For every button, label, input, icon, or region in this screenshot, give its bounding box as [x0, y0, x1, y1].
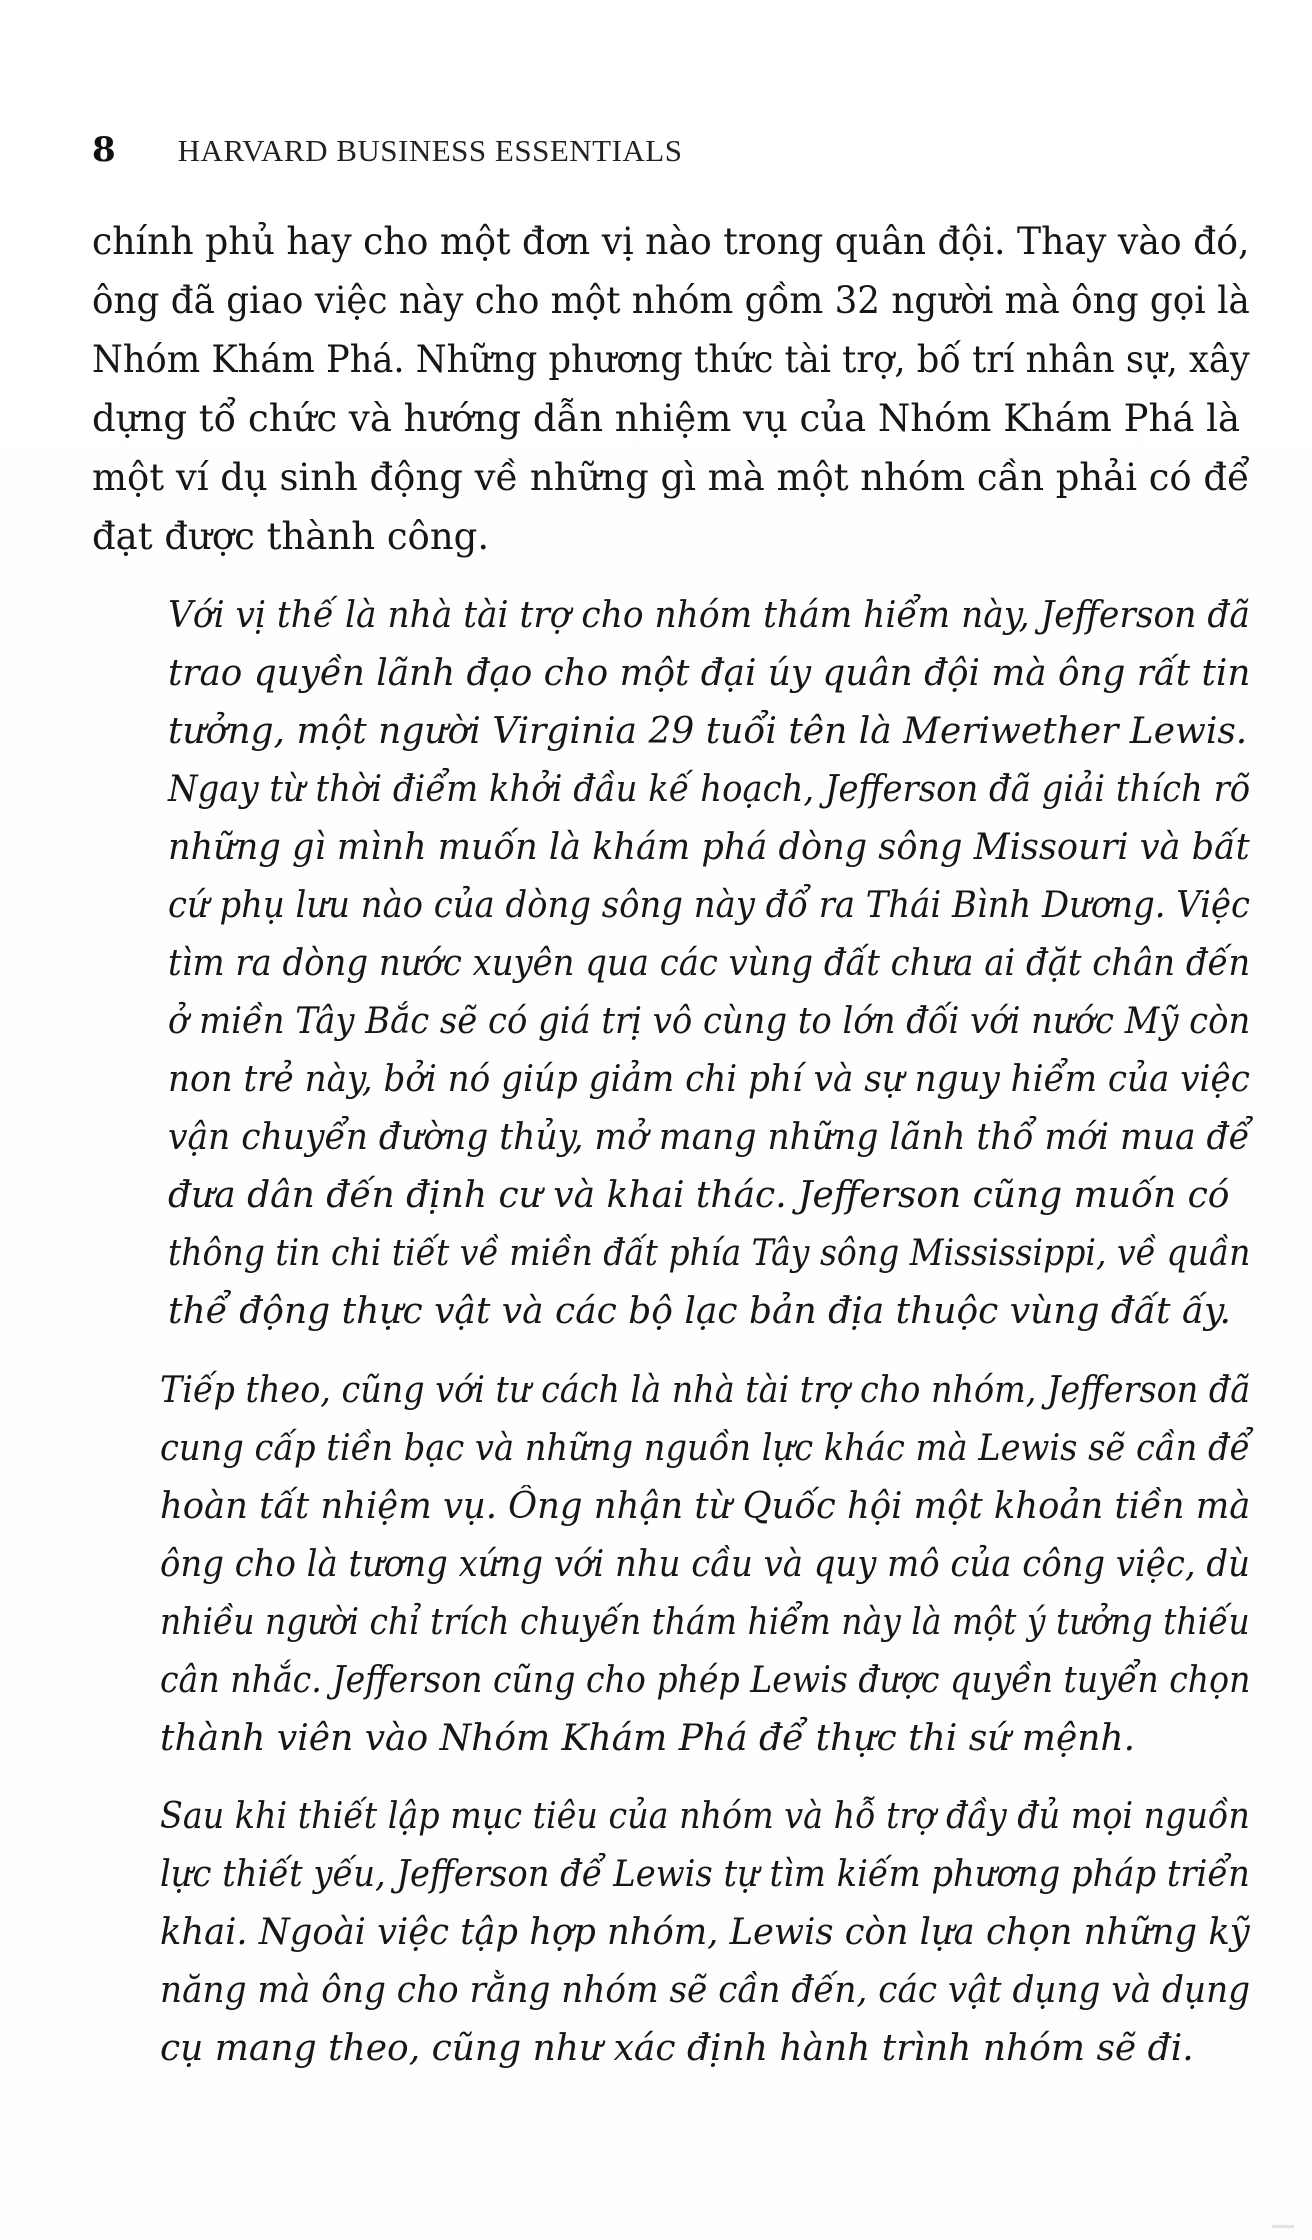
text-line: Tiếp theo, cũng với tư cách là nhà tài trợ cho nhóm, Jefferson đã [160, 1370, 1251, 1411]
text-line: đưa dân đến định cư và khai thác. Jefferson cũng muốn có [168, 1175, 1230, 1216]
text-line: những gì mình muốn là khám phá dòng sông Missouri và bất [168, 827, 1250, 868]
text-line: Nhóm Khám Phá. Những phương thức tài trợ, bố trí nhân sự, xây [92, 338, 1250, 381]
text-line: năng mà ông cho rằng nhóm sẽ cần đến, các vật dụng và dụng [160, 1970, 1251, 2011]
text-line: tìm ra dòng nước xuyên qua các vùng đất chưa ai đặt chân đến [168, 943, 1251, 984]
text-line: ông cho là tương xứng với nhu cầu và quy mô của công việc, dù [160, 1544, 1250, 1585]
text-line: một ví dụ sinh động về những gì mà một nhóm cần phải có để [92, 456, 1250, 499]
running-head: HARVARD BUSINESS ESSENTIALS [177, 133, 683, 168]
page-header [92, 130, 682, 170]
text-line: thành viên vào Nhóm Khám Phá để thực thi sứ mệnh. [160, 1718, 1136, 1759]
text-line: cân nhắc. Jefferson cũng cho phép Lewis được quyền tuyển chọn [160, 1660, 1251, 1701]
text-line: non trẻ này, bởi nó giúp giảm chi phí và sự nguy hiểm của việc [168, 1059, 1250, 1100]
text-line: Sau khi thiết lập mục tiêu của nhóm và hỗ trợ đầy đủ mọi nguồn [160, 1796, 1250, 1837]
text-line: hoàn tất nhiệm vụ. Ông nhận từ Quốc hội một khoản tiền mà [160, 1486, 1251, 1527]
text-line: ở miền Tây Bắc sẽ có giá trị vô cùng to lớn đối với nước Mỹ còn [168, 1001, 1251, 1042]
text-line: khai. Ngoài việc tập hợp nhóm, Lewis còn lựa chọn những kỹ [160, 1912, 1250, 1953]
text-line: nhiều người chỉ trích chuyến thám hiểm này là một ý tưởng thiếu [160, 1602, 1250, 1643]
text-line: chính phủ hay cho một đơn vị nào trong quân đội. Thay vào đó, [92, 220, 1250, 263]
text-line: vận chuyển đường thủy, mở mang những lãnh thổ mới mua để [168, 1117, 1250, 1158]
page-number: 8 [92, 130, 116, 170]
text-line: Với vị thế là nhà tài trợ cho nhóm thám hiểm này, Jefferson đã [168, 595, 1250, 636]
text-line: dựng tổ chức và hướng dẫn nhiệm vụ của Nhóm Khám Phá là [92, 397, 1241, 440]
scan-edge-mark [1272, 2225, 1294, 2228]
text-line: thể động thực vật và các bộ lạc bản địa thuộc vùng đất ấy. [168, 1291, 1232, 1332]
text-line: Ngay từ thời điểm khởi đầu kế hoạch, Jefferson đã giải thích rõ [168, 769, 1251, 810]
text-line: ông đã giao việc này cho một nhóm gồm 32 người mà ông gọi là [92, 279, 1250, 322]
text-line: tưởng, một người Virginia 29 tuổi tên là Meriwether Lewis. [168, 711, 1248, 752]
text-line: trao quyền lãnh đạo cho một đại úy quân đội mà ông rất tin [168, 653, 1251, 694]
text-line: đạt được thành công. [92, 515, 490, 558]
text-line: cứ phụ lưu nào của dòng sông này đổ ra Thái Bình Dương. Việc [168, 885, 1250, 926]
text-line: lực thiết yếu, Jefferson để Lewis tự tìm kiếm phương pháp triển [160, 1854, 1250, 1895]
text-line: cung cấp tiền bạc và những nguồn lực khác mà Lewis sẽ cần để [160, 1428, 1251, 1469]
text-line: thông tin chi tiết về miền đất phía Tây sông Mississippi, về quần [168, 1233, 1251, 1274]
text-line: cụ mang theo, cũng như xác định hành trình nhóm sẽ đi. [160, 2028, 1194, 2069]
